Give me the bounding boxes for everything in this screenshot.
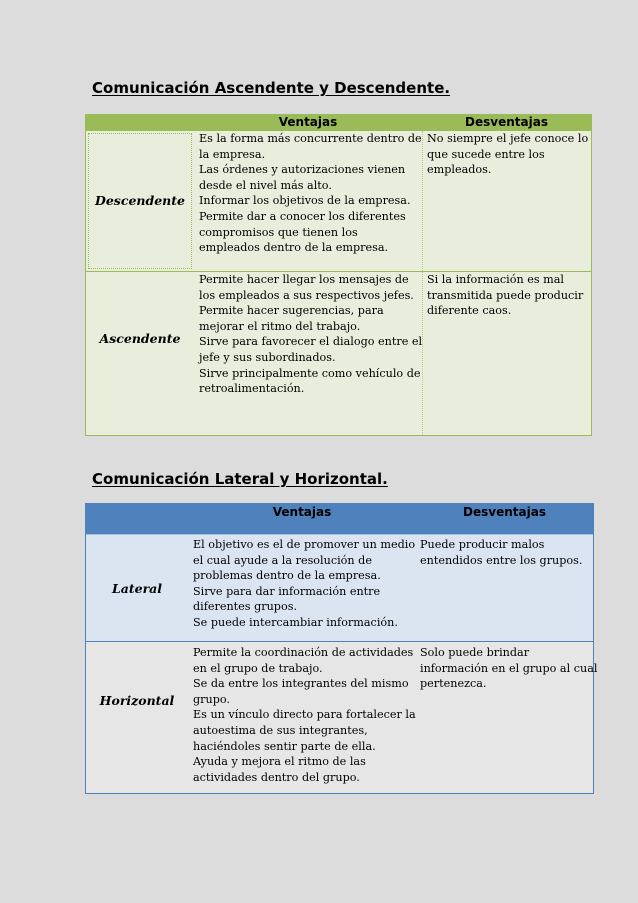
table-row-lateral [86, 534, 593, 641]
text-line: en el grupo de trabajo. [193, 661, 323, 675]
row-label-horizontal: Horizontal [99, 693, 175, 709]
header-desventajas: Desventajas [465, 115, 548, 129]
desventajas-cell [422, 272, 591, 435]
text-line: entendidos entre los grupos. [420, 553, 583, 567]
text-line: empleados dentro de la empresa. [199, 241, 389, 255]
header-ventajas: Ventajas [278, 115, 338, 129]
text-line: haciéndoles sentir parte de ella. [193, 739, 376, 753]
text-line: transmitida puede producir [427, 288, 584, 302]
header-ventajas: Ventajas [272, 505, 332, 519]
table-row-descendente [86, 131, 591, 271]
text-line: Permite hacer llegar los mensajes de [199, 273, 409, 286]
text-line: El objetivo es el de promover un medio [193, 538, 416, 551]
section1-title: Comunicación Ascendente y Descendente. [92, 79, 451, 97]
header-empty [86, 503, 188, 534]
text-line: que sucede entre los [427, 147, 545, 161]
text-line: Puede producir malos [420, 538, 545, 551]
text-line: No siempre el jefe conoce lo [427, 132, 589, 145]
text-line: información en el grupo al cual [420, 661, 598, 675]
ventajas-cell [188, 645, 416, 793]
text-line: los empleados a sus respectivos jefes. [199, 288, 414, 302]
text-line: Si la información es mal [427, 273, 565, 286]
table-ascendente-descendente [85, 114, 592, 436]
text-line: el cual ayude a la resolución de [193, 553, 372, 567]
text-line: Se puede intercambiar información. [193, 615, 398, 629]
text-line: Sirve principalmente como vehículo de [199, 366, 421, 380]
text-line: Es la forma más concurrente dentro de [199, 132, 422, 145]
text-line: Sirve para favorecer el dialogo entre el [199, 335, 423, 349]
text-line: problemas dentro de la empresa. [193, 569, 381, 583]
table-header [86, 503, 593, 534]
header-empty [86, 114, 194, 131]
text-line: la empresa. [199, 147, 266, 161]
desventajas-cell [416, 645, 598, 793]
desventajas-cell [422, 131, 591, 271]
row-label-lateral: Lateral [111, 581, 163, 597]
desventajas-cell [416, 537, 593, 641]
ventajas-cell [194, 272, 422, 435]
text-line: Informar los objetivos de la empresa. [199, 194, 411, 208]
table-header [86, 114, 591, 131]
row-label-descendente: Descendente [88, 133, 192, 269]
text-line: empleados. [427, 163, 492, 177]
ventajas-cell [188, 537, 416, 641]
text-line: Permite la coordinación de actividades [193, 646, 414, 659]
text-line: mejorar el ritmo del trabajo. [199, 319, 361, 333]
text-line: Solo puede brindar [420, 646, 530, 659]
text-line: diferente caos. [427, 304, 512, 318]
table-lateral-horizontal [85, 503, 598, 794]
text-line: jefe y sus subordinados. [199, 350, 336, 364]
text-line: autoestima de sus integrantes, [193, 723, 368, 737]
text-line: Permite dar a conocer los diferentes [199, 209, 406, 223]
table-row-ascendente [86, 271, 591, 435]
text-line: pertenezca. [420, 677, 487, 691]
text-line: retroalimentación. [199, 382, 305, 396]
text-line: Ayuda y mejora el ritmo de las [193, 755, 366, 769]
text-line: Permite hacer sugerencias, para [199, 304, 384, 318]
table-row-horizontal [86, 641, 598, 793]
text-line: Las órdenes y autorizaciones vienen [199, 163, 406, 177]
section2-title: Comunicación Lateral y Horizontal. [92, 470, 388, 488]
text-line: actividades dentro del grupo. [193, 770, 360, 784]
text-line: diferentes grupos. [193, 600, 297, 614]
text-line: Sirve para dar información entre [193, 584, 381, 598]
text-line: desde el nivel más alto. [199, 178, 332, 192]
ventajas-cell [194, 131, 422, 271]
text-line: grupo. [193, 692, 230, 706]
text-line: Es un vínculo directo para fortalecer la [193, 708, 416, 722]
text-line: Se da entre los integrantes del mismo [193, 677, 409, 691]
row-label-ascendente: Ascendente [99, 330, 181, 346]
header-desventajas: Desventajas [463, 505, 546, 519]
text-line: compromisos que tienen los [199, 225, 358, 239]
